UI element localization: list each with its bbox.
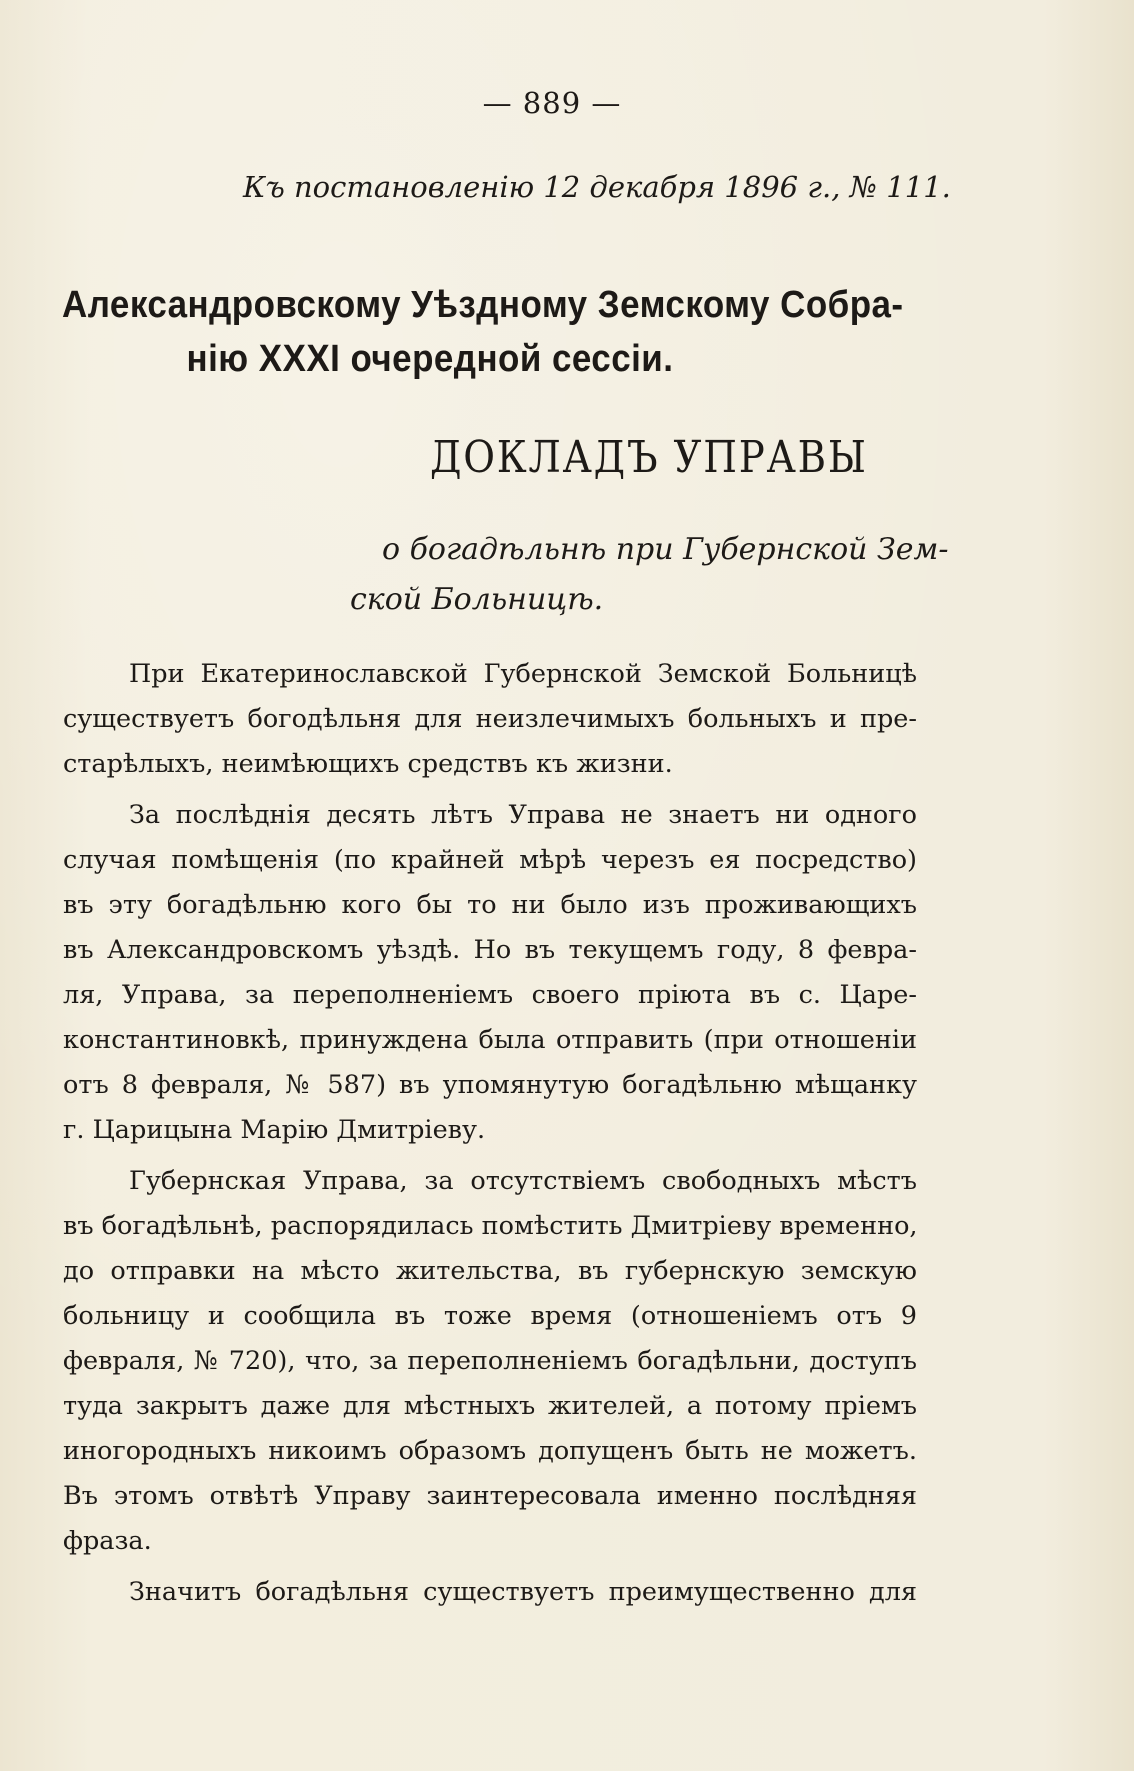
text-line: старѣлыхъ, неимѣющихъ средствъ къ жизни. bbox=[63, 749, 673, 779]
text-line: существуетъ богодѣльня для неизлечимыхъ больныхъ и пре- bbox=[63, 704, 917, 734]
text-line: въ богадѣльнѣ, распорядилась помѣстить Дмитріеву временно, bbox=[63, 1211, 918, 1241]
report-title: ДОКЛАДЪ УПРАВЫ bbox=[430, 432, 868, 483]
subtitle-line-2: ской Больницѣ. bbox=[350, 582, 604, 617]
paragraph-1 bbox=[63, 652, 917, 787]
text-line: ля, Управа, за переполненіемъ своего пріюта въ с. Царе- bbox=[63, 980, 917, 1010]
text-line: въ эту богадѣльню кого бы то ни было изъ проживающихъ bbox=[63, 890, 917, 920]
text-line: г. Царицына Марію Дмитріеву. bbox=[63, 1115, 486, 1145]
paragraph-4 bbox=[63, 1570, 917, 1615]
text-line: За послѣднія десять лѣтъ Управа не знаетъ ни одного bbox=[129, 800, 917, 830]
text-line: константиновкѣ, принуждена была отправить (при отношеніи bbox=[63, 1025, 917, 1055]
text-line: Губернская Управа, за отсутствіемъ свободныхъ мѣстъ bbox=[129, 1166, 917, 1196]
report-subtitle bbox=[350, 525, 949, 625]
text-line: случая помѣщенія (по крайней мѣрѣ черезъ ея посредство) bbox=[63, 845, 917, 875]
text-line: При Екатеринославской Губернской Земской Больницѣ bbox=[129, 659, 917, 689]
text-line: больницу и сообщила въ тоже время (отношеніемъ отъ 9 bbox=[63, 1301, 917, 1331]
text-line: Въ этомъ отвѣтѣ Управу заинтересовала именно послѣдняя bbox=[63, 1481, 917, 1511]
heading-line-2: нію XXXI очередной сессіи. bbox=[186, 338, 674, 380]
resolution-reference: Къ постановленію 12 декабря 1896 г., № 111. bbox=[243, 170, 951, 204]
text-line: фраза. bbox=[63, 1526, 152, 1556]
text-line: иногородныхъ никоимъ образомъ допущенъ быть не можетъ. bbox=[63, 1436, 917, 1466]
text-line: до отправки на мѣсто жительства, въ губернскую земскую bbox=[63, 1256, 917, 1286]
document-heading bbox=[62, 278, 904, 386]
page-number: — 889 — bbox=[482, 86, 622, 120]
body-text bbox=[63, 652, 917, 1621]
text-line: Значитъ богадѣльня существуетъ преимущественно для bbox=[129, 1577, 917, 1607]
subtitle-line-1: о богадѣльнѣ при Губернской Зем- bbox=[382, 532, 949, 567]
text-line: въ Александровскомъ уѣздѣ. Но въ текущемъ году, 8 февра- bbox=[63, 935, 917, 965]
text-line: туда закрытъ даже для мѣстныхъ жителей, а потому пріемъ bbox=[63, 1391, 917, 1421]
text-line: февраля, № 720), что, за переполненіемъ богадѣльни, доступъ bbox=[63, 1346, 917, 1376]
heading-line-1: Александровскому Уѣздному Земскому Собра- bbox=[62, 284, 904, 326]
paragraph-3 bbox=[63, 1159, 917, 1564]
paragraph-2 bbox=[63, 793, 917, 1153]
text-line: отъ 8 февраля, № 587) въ упомянутую богадѣльню мѣщанку bbox=[63, 1070, 917, 1100]
